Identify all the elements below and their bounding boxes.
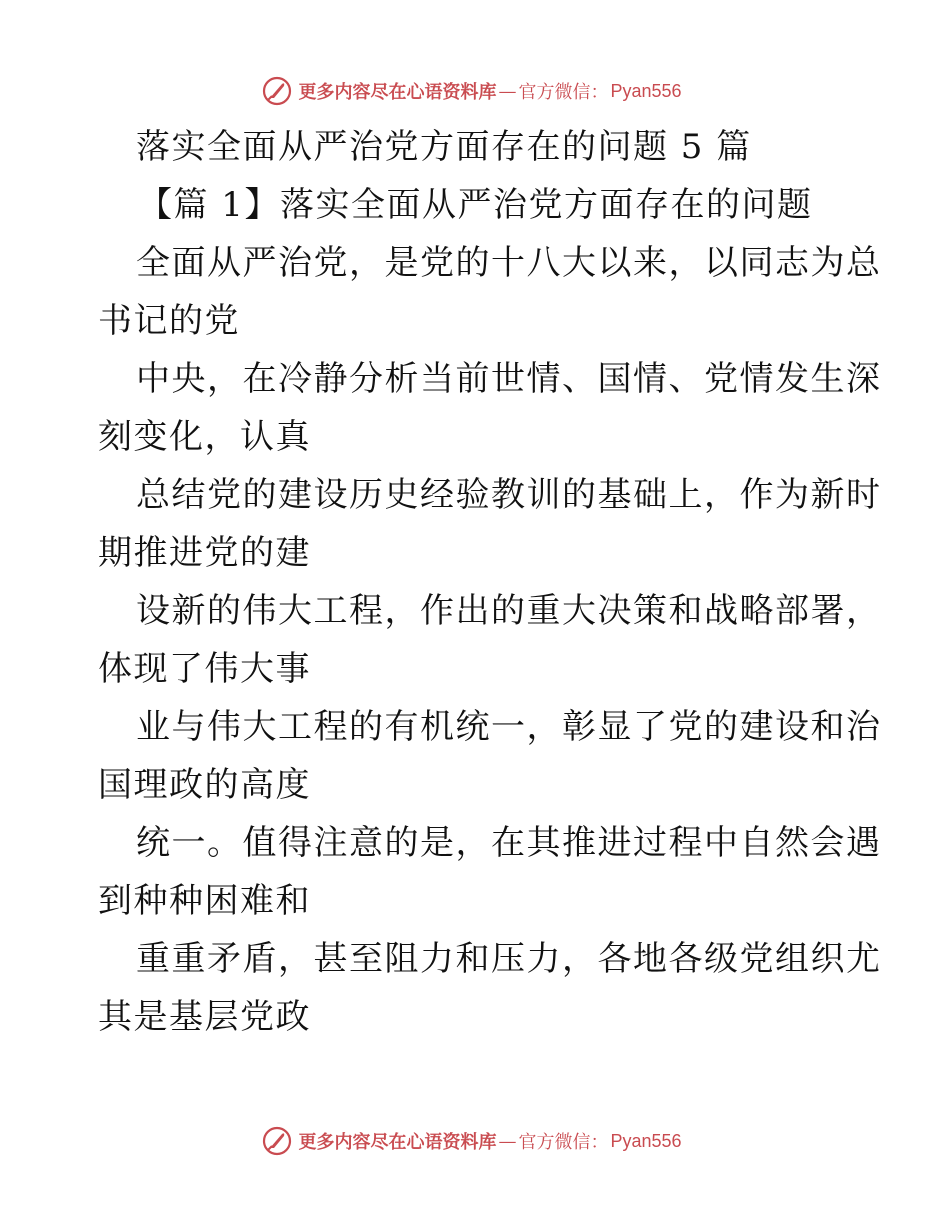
header-watermark	[0, 71, 950, 111]
paragraph-line: 统一。值得注意的是，在其推进过程中自然会遇	[136, 823, 882, 863]
paragraph-line: 书记的党	[98, 301, 240, 341]
paragraph-line: 其是基层党政	[98, 997, 311, 1037]
watermark-official-label: 官方微信：	[518, 82, 609, 103]
paragraph-line: 总结党的建设历史经验教训的基础上，作为新时	[136, 475, 882, 515]
paragraph-line: 刻变化，认真	[98, 417, 311, 457]
paragraph-line: 国理政的高度	[98, 765, 311, 805]
watermark-official-label: 官方微信：	[518, 1132, 609, 1153]
paragraph-line: 设新的伟大工程，作出的重大决策和战略部署，	[136, 591, 882, 631]
document-body	[98, 118, 882, 1046]
document-title: 落实全面从严治党方面存在的问题 5 篇	[136, 127, 752, 167]
paragraph-line: 体现了伟大事	[98, 649, 311, 689]
footer-watermark	[0, 1121, 950, 1161]
watermark-dash: —	[498, 80, 517, 102]
paragraph-line: 中央，在冷静分析当前世情、国情、党情发生深	[136, 359, 882, 399]
paragraph-line: 期推进党的建	[98, 533, 311, 573]
watermark-dash: —	[498, 1130, 517, 1152]
watermark-wechat-id: Pyan556	[610, 80, 682, 101]
watermark-wechat-id: Pyan556	[610, 1130, 682, 1151]
paragraph-line: 全面从严治党，是党的十八大以来，以同志为总	[136, 243, 882, 283]
watermark-text: 更多内容尽在心语资料库	[298, 1132, 497, 1153]
feather-logo-icon	[262, 76, 292, 106]
paragraph-line: 重重矛盾，甚至阻力和压力，各地各级党组织尤	[136, 939, 882, 979]
section-heading: 【篇 1】落实全面从严治党方面存在的问题	[138, 185, 813, 225]
paragraph-line: 到种种困难和	[98, 881, 311, 921]
watermark-text: 更多内容尽在心语资料库	[298, 82, 497, 103]
feather-logo-icon	[262, 1126, 292, 1156]
paragraph-line: 业与伟大工程的有机统一，彰显了党的建设和治	[136, 707, 882, 747]
